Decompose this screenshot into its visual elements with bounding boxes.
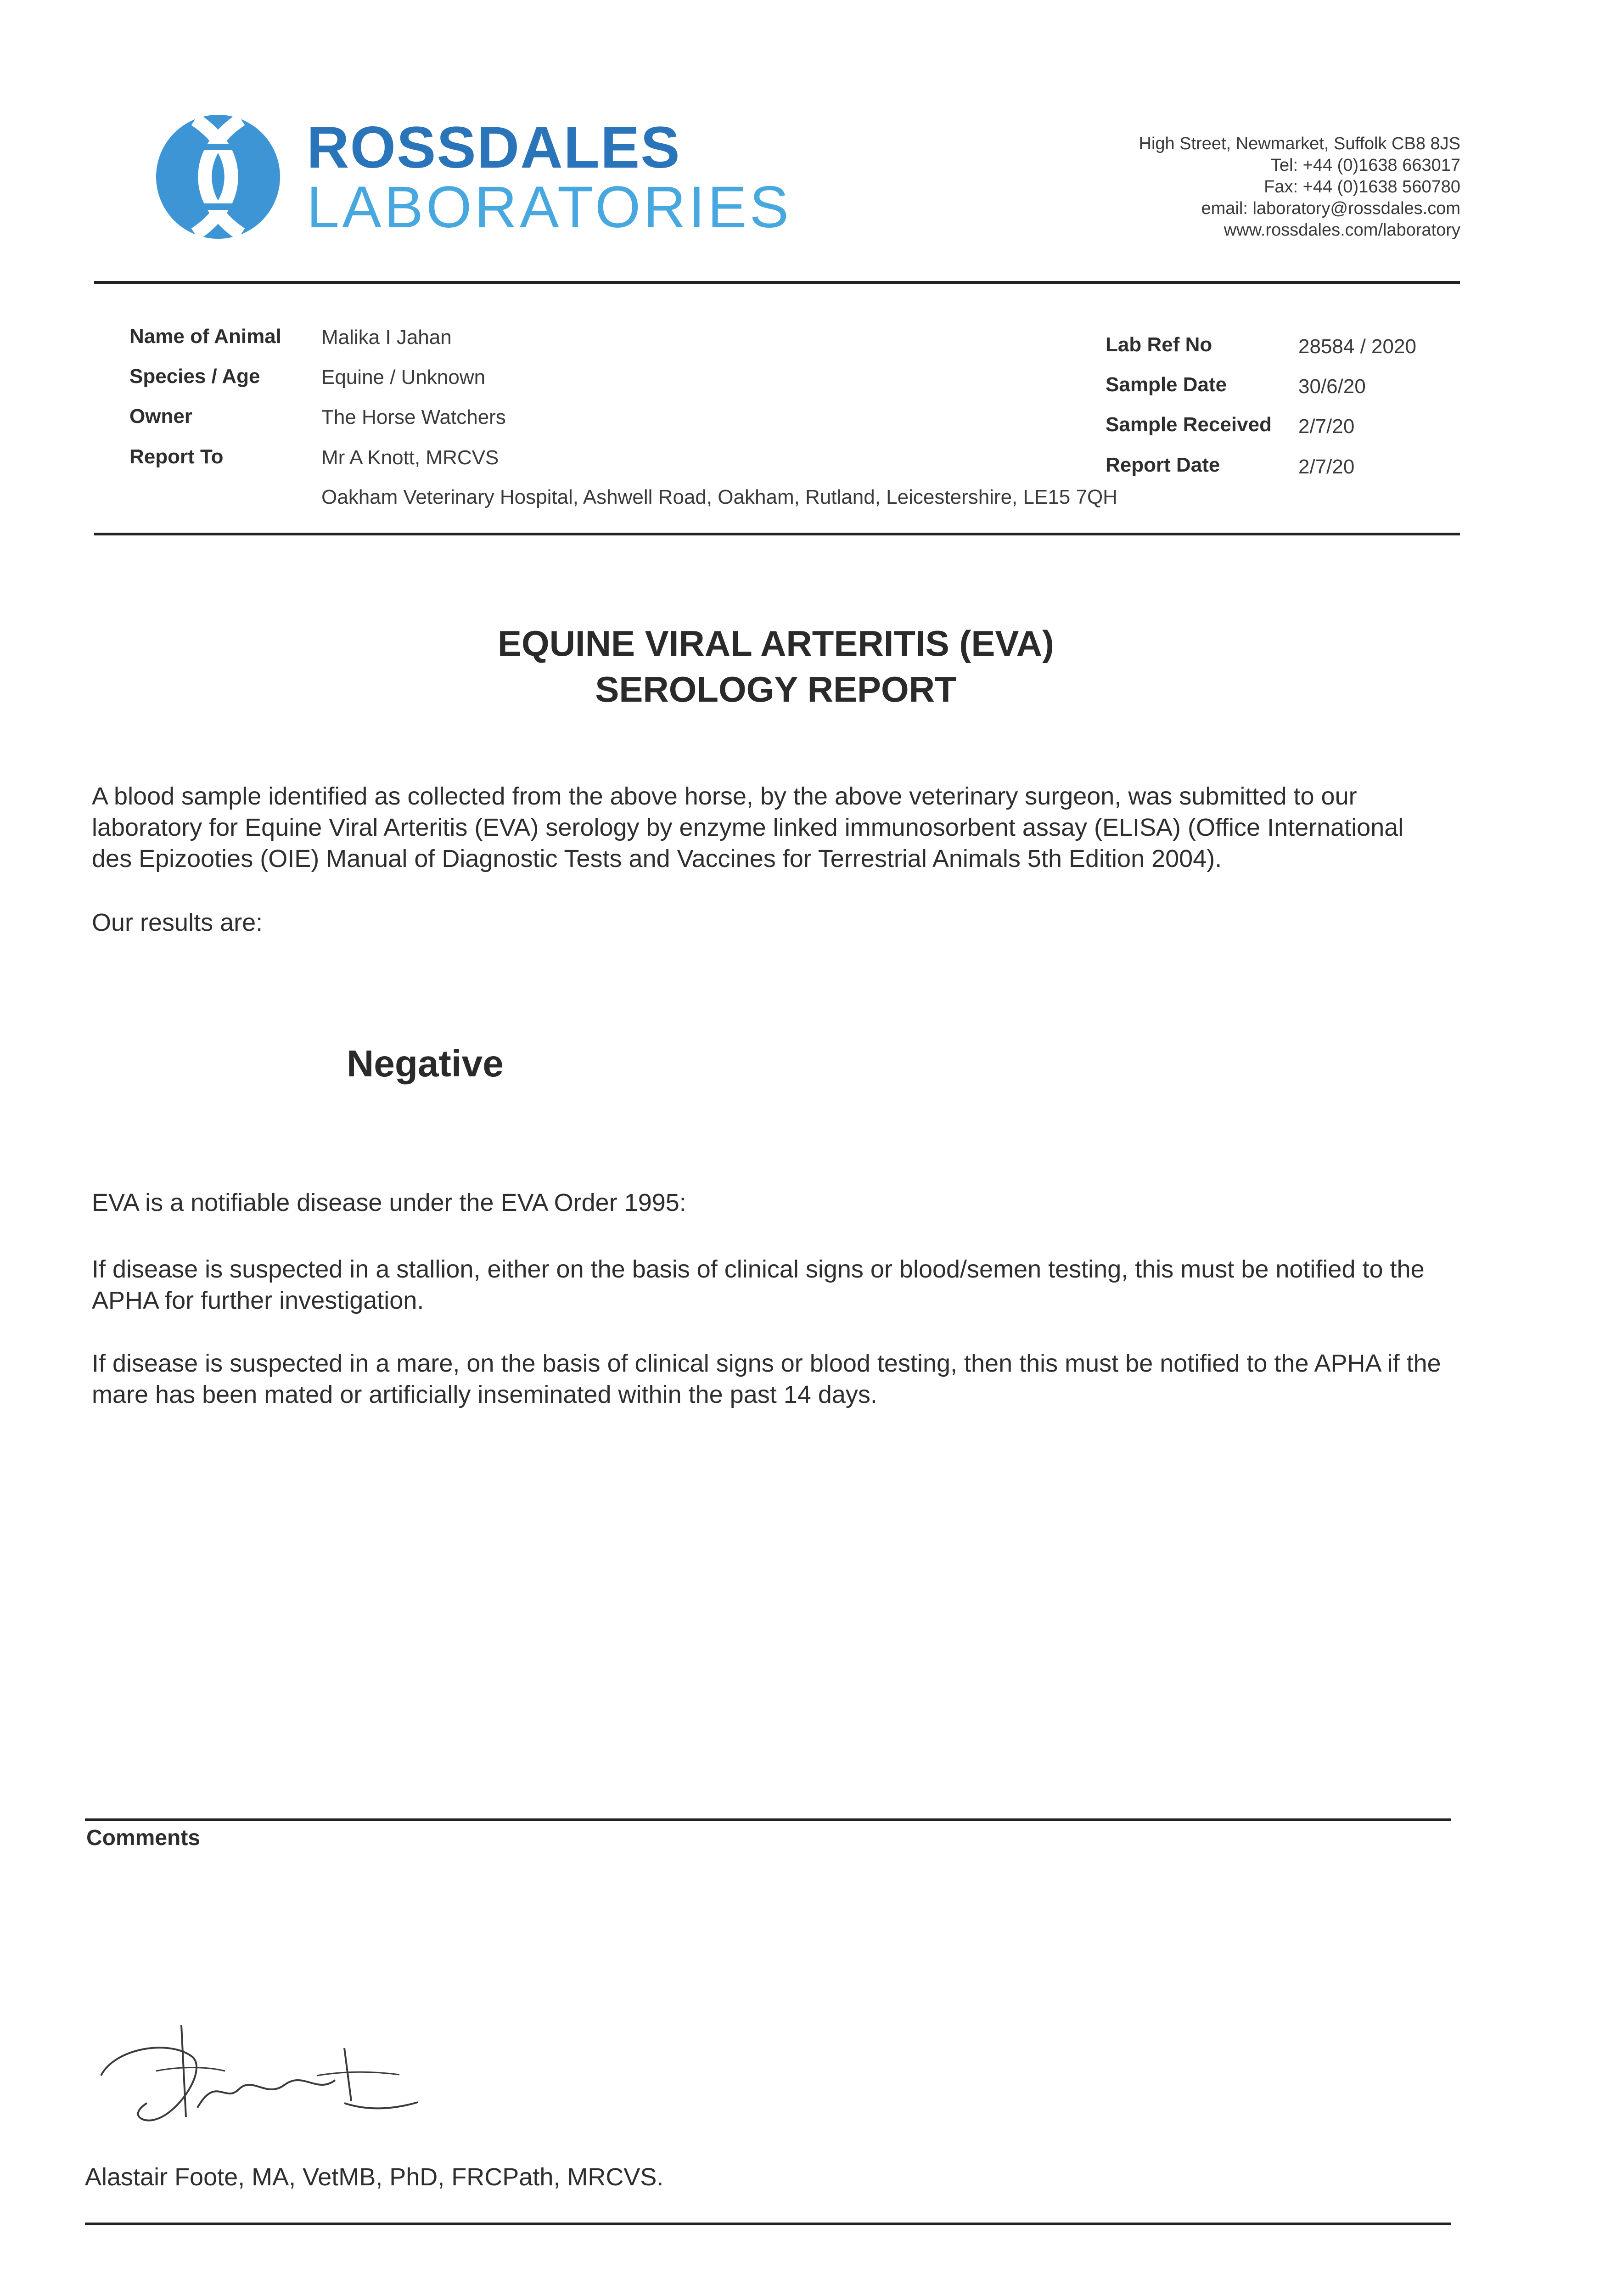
label-report-to: Report To xyxy=(129,445,224,468)
address-fax: Fax: +44 (0)1638 560780 xyxy=(1264,177,1460,197)
value-report-to-address: Oakham Veterinary Hospital, Ashwell Road, Oakham, Rutland, Leicestershire, LE15 7QH xyxy=(321,486,1117,508)
address-email: email: laboratory@rossdales.com xyxy=(1201,199,1460,218)
signature-image xyxy=(87,2020,436,2140)
footer-divider xyxy=(85,2223,1451,2225)
label-species-age: Species / Age xyxy=(129,365,260,388)
report-intro-paragraph: A blood sample identified as collected from the above horse, by the above veterinary surgeon, was submitted to our laboratory for Equine Viral Arteritis (EVA) serology by enzyme linked immunosorbent assay (ELISA) (Office International des Epizooties (OIE) Manual of Diagnostic Tests and Vaccines for Terrestrial Animals 5th Edition 2004). xyxy=(92,782,1404,872)
brand-name-line1: ROSSDALES xyxy=(307,115,681,180)
report-subtitle: SEROLOGY REPORT xyxy=(595,669,957,709)
value-lab-ref-no: 28584 / 2020 xyxy=(1298,335,1416,358)
address-phone: Tel: +44 (0)1638 663017 xyxy=(1270,156,1460,175)
label-name-of-animal: Name of Animal xyxy=(129,325,281,348)
details-divider xyxy=(94,533,1460,535)
stallion-notice-paragraph: If disease is suspected in a stallion, either on the basis of clinical signs or blood/semen testing, this must be notified to the APHA for further investigation. xyxy=(92,1255,1425,1314)
value-report-date: 2/7/20 xyxy=(1298,456,1355,478)
label-owner: Owner xyxy=(129,405,192,428)
report-title: EQUINE VIRAL ARTERITIS (EVA) xyxy=(498,623,1054,664)
label-sample-received: Sample Received xyxy=(1106,413,1272,436)
notifiable-notice: EVA is a notifiable disease under the EVA Order 1995: xyxy=(92,1189,686,1216)
comments-divider xyxy=(85,1818,1451,1821)
signatory-name: Alastair Foote, MA, VetMB, PhD, FRCPath, MRCVS. xyxy=(85,2163,664,2191)
laboratory-logo-dna-icon xyxy=(152,110,285,243)
label-sample-date: Sample Date xyxy=(1106,373,1227,396)
address-website: www.rossdales.com/laboratory xyxy=(1224,220,1460,240)
lab-address xyxy=(1047,133,1460,241)
value-sample-date: 30/6/20 xyxy=(1298,375,1366,398)
value-report-to: Mr A Knott, MRCVS xyxy=(321,446,499,469)
address-line: High Street, Newmarket, Suffolk CB8 8JS xyxy=(1139,134,1460,153)
label-report-date: Report Date xyxy=(1106,454,1220,476)
comments-label: Comments xyxy=(86,1826,201,1850)
value-name-of-animal: Malika I Jahan xyxy=(321,326,452,349)
test-result: Negative xyxy=(347,1043,504,1085)
label-lab-ref-no: Lab Ref No xyxy=(1106,333,1212,356)
mare-notice-paragraph: If disease is suspected in a mare, on the basis of clinical signs or blood testing, then this must be notified to the APHA if the mare has been mated or artificially inseminated within the past 14 days. xyxy=(92,1350,1441,1408)
brand-name-line2: LABORATORIES xyxy=(307,174,791,240)
header-divider xyxy=(94,281,1460,284)
value-species-age: Equine / Unknown xyxy=(321,366,486,388)
results-lead: Our results are: xyxy=(92,909,263,936)
value-owner: The Horse Watchers xyxy=(321,406,506,428)
value-sample-received: 2/7/20 xyxy=(1298,415,1355,438)
